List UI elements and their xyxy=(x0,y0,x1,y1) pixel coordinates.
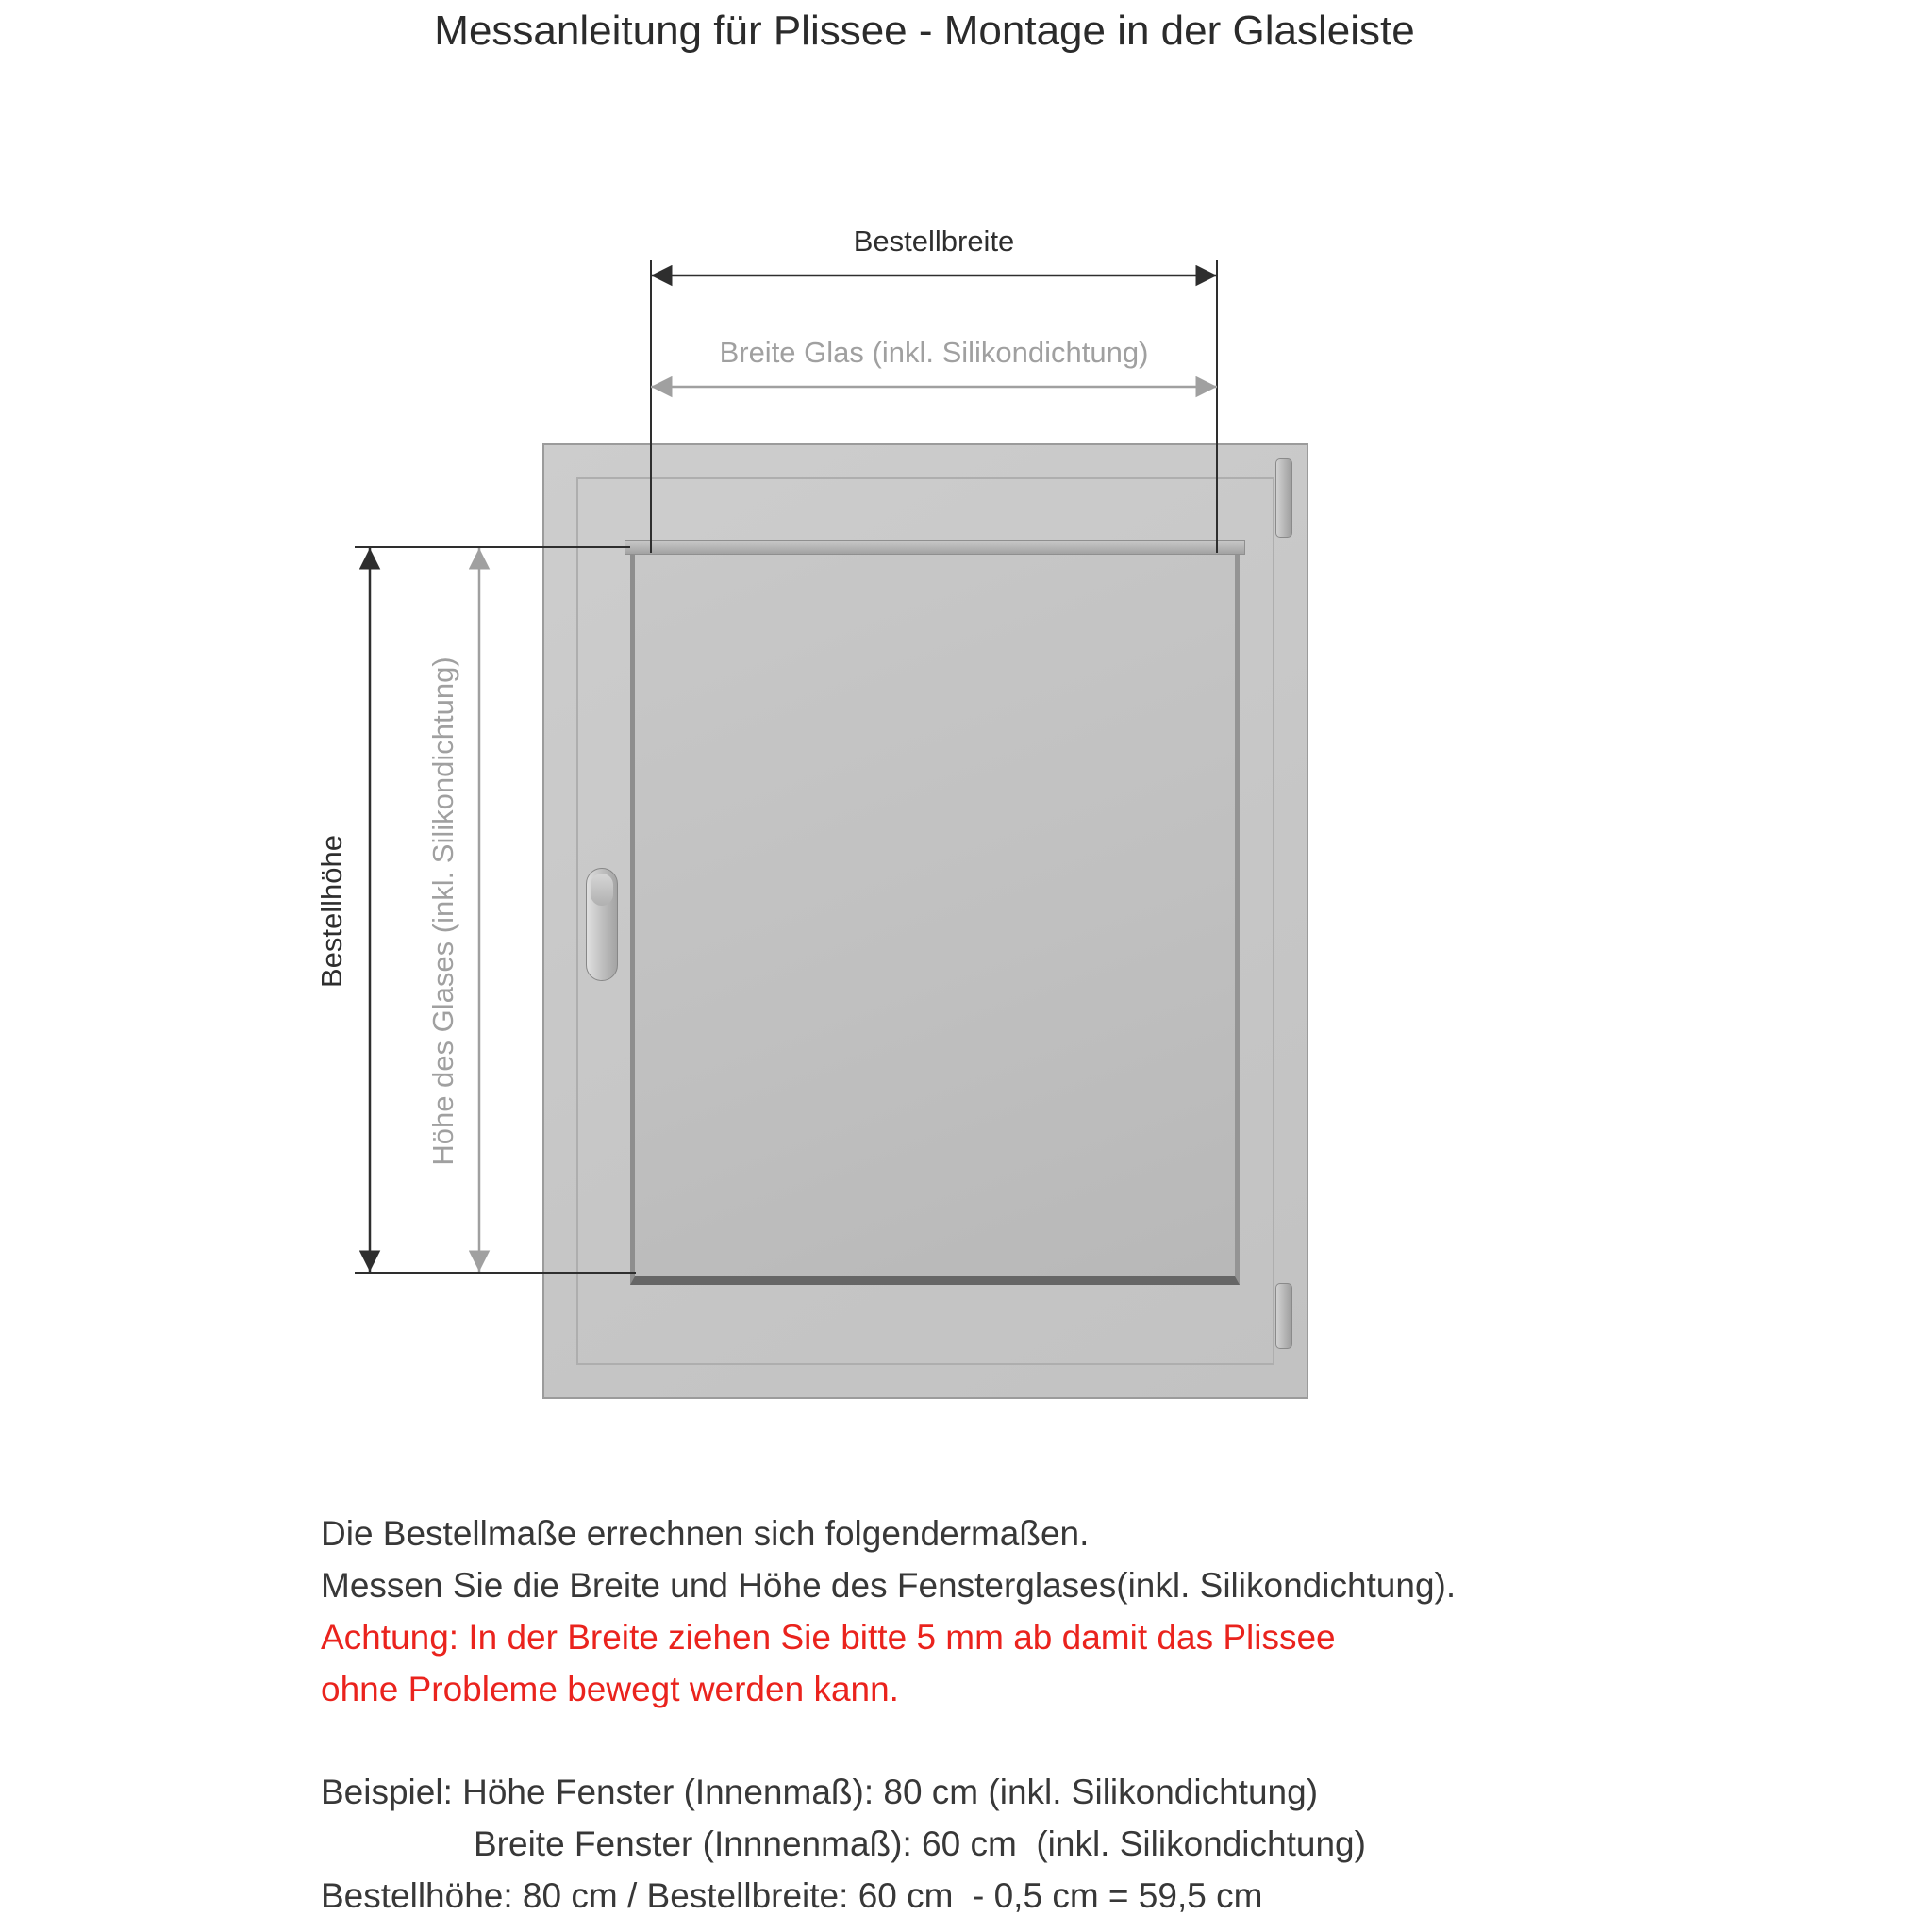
window-frame xyxy=(542,443,1308,1399)
instruction-line-2: Messen Sie die Breite und Höhe des Fensterglases(inkl. Silikondichtung). xyxy=(321,1566,1457,1605)
warning-line-1: Achtung: In der Breite ziehen Sie bitte 5 mm ab damit das Plissee xyxy=(321,1618,1336,1657)
glass-width-label: Breite Glas (inkl. Silikondichtung) xyxy=(719,336,1149,369)
example-line-3: Bestellhöhe: 80 cm / Bestellbreite: 60 cm - 0,5 cm = 59,5 cm xyxy=(321,1876,1263,1915)
hinge-bottom-icon xyxy=(1275,1283,1292,1349)
example-line-1: Beispiel: Höhe Fenster (Innenmaß): 80 cm (inkl. Silikondichtung) xyxy=(321,1773,1319,1811)
window-glass xyxy=(630,542,1240,1285)
example-line-2: Breite Fenster (Innnenmaß): 60 cm (inkl. Silikondichtung) xyxy=(474,1824,1366,1863)
window-handle-icon xyxy=(586,868,618,981)
instruction-line-1: Die Bestellmaße errechnen sich folgendermaßen. xyxy=(321,1514,1090,1553)
plissee-top-rail xyxy=(625,540,1245,555)
page-title: Messanleitung für Plissee - Montage in der Glasleiste xyxy=(434,8,1415,54)
warning-line-2: ohne Probleme bewegt werden kann. xyxy=(321,1670,899,1708)
order-width-label: Bestellbreite xyxy=(853,225,1015,258)
hinge-top-icon xyxy=(1275,458,1292,538)
order-height-label: Bestellhöhe xyxy=(315,834,348,989)
glass-height-label: Höhe des Glases (inkl. Silikondichtung) xyxy=(426,657,459,1166)
window-handle-cap xyxy=(591,874,613,906)
instruction-text-block xyxy=(321,1507,1456,1922)
